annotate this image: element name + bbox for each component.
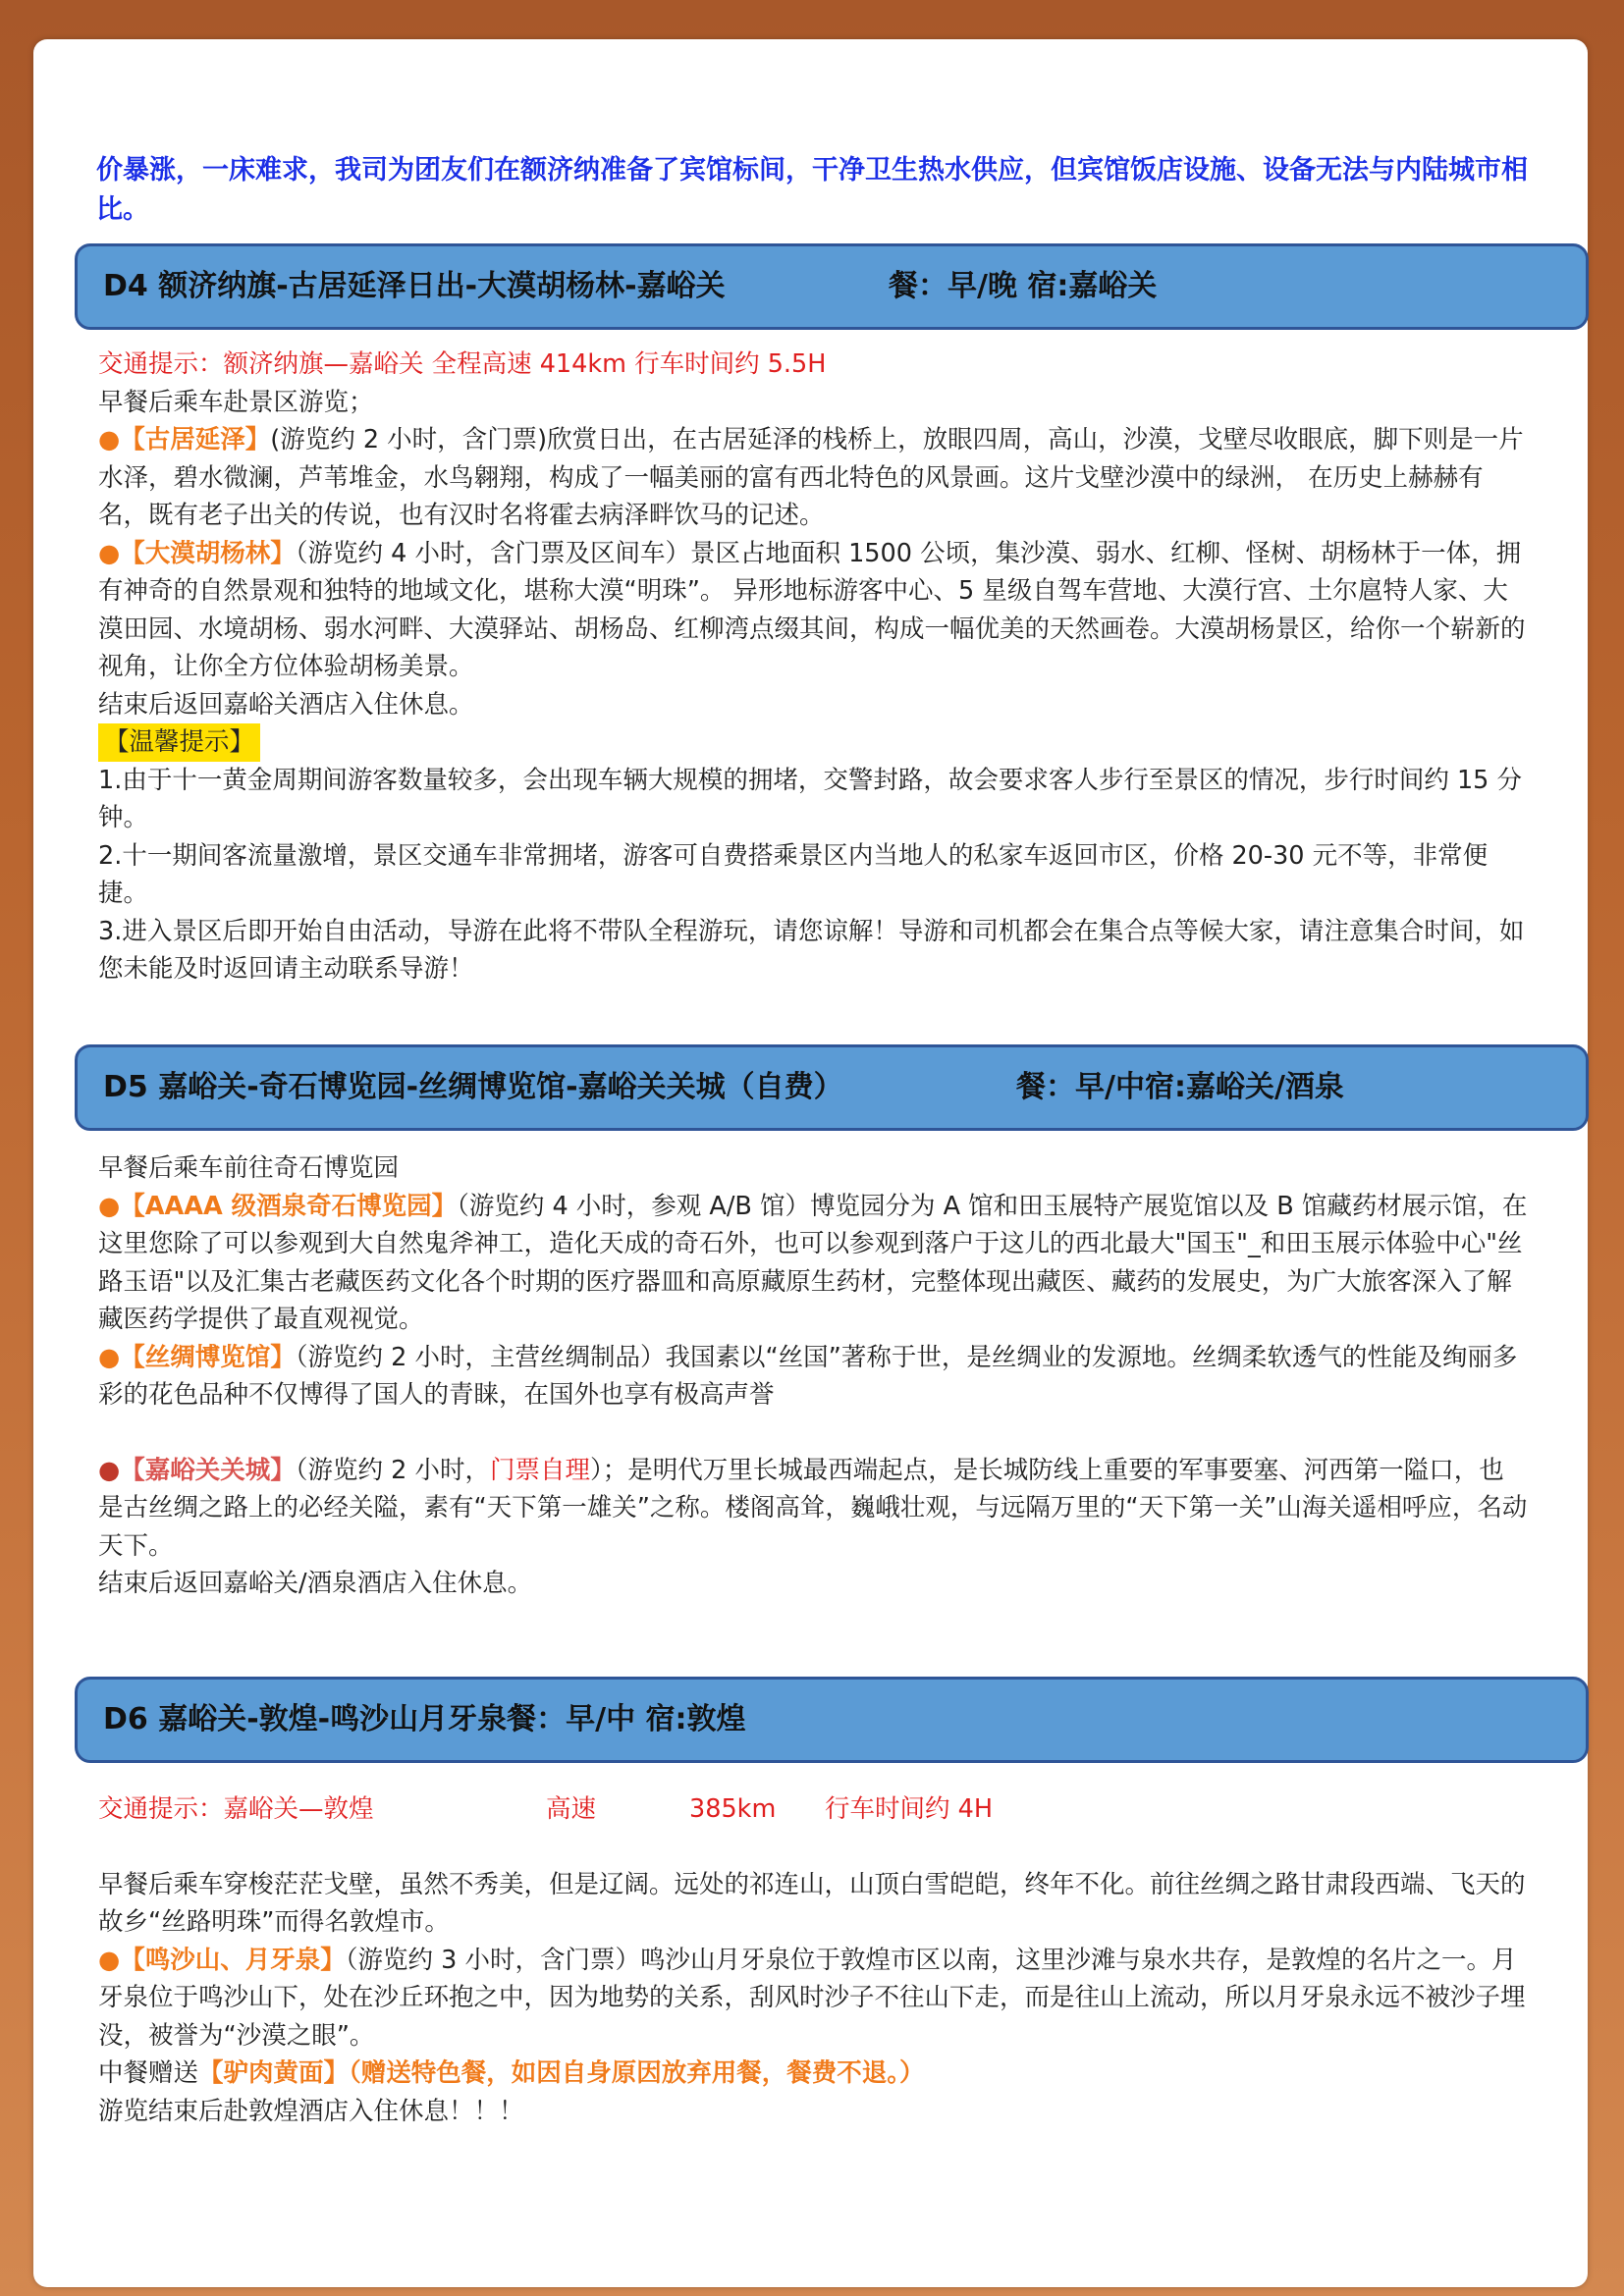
traffic-route: 交通提示：嘉峪关—敦煌 [98,1794,374,1824]
traffic-tip-d4: 交通提示：额济纳旗—嘉峪关 全程高速 414km 行车时间约 5.5H [98,349,827,379]
spot-name: 【AAAA 级酒泉奇石博览园】 [120,1191,458,1221]
tips-label: 【温馨提示】 [98,723,260,762]
intro-d6: 早餐后乘车穿梭茫茫戈壁，虽然不秀美，但是辽阔。远处的祁连山，山顶白雪皑皑，终年不化。前往丝绸之路甘肃段西端、飞天的故乡“丝路明珠”而得名敦煌市。 [98,1869,1526,1937]
spot-desc: ）；是明代万里长城最西端起点，是长城防线上重要的军事要塞、河西第一隘口，也是古丝绸之路上的必经关隘，素有“天下第一雄关”之称。楼阁高耸，巍峨壮观，与远隔万里的“天下第一关”山海关遥相呼应，名动天下。 [98,1455,1528,1561]
end-note-d4: 结束后返回嘉峪关酒店入住休息。 [98,689,474,720]
lunch-note [98,2055,1528,2093]
bullet-icon: ● [98,538,121,568]
bullet-icon: ● [98,1455,121,1485]
bullet-icon: ● [98,1342,121,1372]
accommodation-note: 价暴涨，一床难求，我司为团友们在额济纳准备了宾馆标间，干净卫生热水供应，但宾馆饭店设施、设备无法与内陆城市相比。 [96,155,1528,225]
tips-heading [98,723,1528,762]
traffic-time: 行车时间约 4H [825,1794,994,1824]
traffic-distance: 385km [689,1794,777,1824]
day-title-d4: D4 额济纳旗-古居延泽日出-大漠胡杨林-嘉峪关 [103,269,726,303]
day-content-d6 [98,1790,1528,2130]
spot-desc: （游览约 4 小时，参观 A/B 馆）博览园分为 A 馆和田玉展特产展览馆以及 B 馆藏药材展示馆，在这里您除了可以参观到大自然鬼斧神工，造化天成的奇石外，也可以参观到落户于这儿的西北最大"国玉"_和田玉展示体验中心"丝路玉语"以及汇集古老藏医药文化各个时期的医疗器皿和高原藏原生药材，完整体现出藏医、藏药的发展史，为广大旅客深入了解藏医药学提供了最直观视觉。 [98,1191,1528,1334]
intro-d4: 早餐后乘车赴景区游览； [98,387,374,417]
intro-d5: 早餐后乘车前往奇石博览园 [98,1153,400,1183]
spot-name: 【鸣沙山、月牙泉】 [120,1945,346,1975]
spacer [98,1415,1528,1452]
spot-mingshashan [98,1942,1528,2056]
spot-name: 【嘉峪关关城】 [120,1455,296,1485]
end-note-d5: 结束后返回嘉峪关/酒泉酒店入住休息。 [98,1569,533,1598]
bullet-icon: ● [98,1191,121,1221]
spot-desc: （游览约 2 小时，主营丝绸制品）我国素以“丝国”著称于世，是丝绸业的发源地。丝绸柔软透气的性能及绚丽多彩的花色品种不仅博得了国人的青睐，在国外也享有极高声誉 [98,1342,1518,1410]
day-meals-d5: 餐：早/中宿:嘉峪关/酒泉 [1016,1070,1344,1104]
traffic-mode: 高速 [546,1794,597,1824]
spot-silk-museum [98,1339,1528,1415]
day-content-d5 [98,1149,1528,1603]
day-header-d6 [75,1677,1589,1763]
day-title-d5: D5 嘉峪关-奇石博览园-丝绸博览馆-嘉峪关关城（自费） [103,1070,843,1104]
tip-item: 3.进入景区后即开始自由活动，导游在此将不带队全程游玩，请您谅解！导游和司机都会在集合点等候大家，请注意集合时间，如您未能及时返回请主动联系导游！ [98,916,1525,984]
day-content-d4 [98,346,1528,988]
day-header-d4 [75,243,1589,330]
lunch-prefix: 中餐赠送 [98,2058,199,2088]
ticket-note: 门票自理 [489,1455,590,1485]
spot-qishi-park [98,1188,1528,1339]
traffic-tip-d6 [98,1790,1528,1829]
spot-desc: (游览约 2 小时，含门票)欣赏日出，在古居延泽的栈桥上，放眼四周，高山，沙漠，戈壁尽收眼底，脚下则是一片水泽，碧水微澜，芦苇堆金，水鸟翱翔，构成了一幅美丽的富有西北特色的风景画。这片戈壁沙漠中的绿洲， 在历史上赫赫有名，既有老子出关的传说，也有汉时名将霍去病泽畔饮马的记述。 [98,425,1524,530]
spot-jiayuguan-pass [98,1452,1528,1566]
spot-name: 【丝绸博览馆】 [120,1342,296,1372]
spot-desc: （游览约 4 小时，含门票及区间车）景区占地面积 1500 公顷，集沙漠、弱水、红柳、怪树、胡杨林于一体，拥有神奇的自然景观和独特的地域文化，堪称大漠“明珠”。 异形地标游客中心、5 星级自驾车营地、大漠行宫、土尔扈特人家、大漠田园、水境胡杨、弱水河畔、大漠驿站、胡杨岛、红柳湾点缀其间，构成一幅优美的天然画卷。大漠胡杨景区，给你一个崭新的视角，让你全方位体验胡杨美景。 [98,538,1526,681]
bullet-icon: ● [98,1945,121,1975]
spot-desc: （游览约 3 小时，含门票）鸣沙山月牙泉位于敦煌市区以南，这里沙滩与泉水共存，是敦煌的名片之一。月牙泉位于鸣沙山下，处在沙丘环抱之中，因为地势的关系，刮风时沙子不往山下走，而是往山上流动，所以月牙泉永远不被沙子埋没，被誉为“沙漠之眼”。 [98,1945,1526,2051]
day-meals-d4: 餐：早/晚 宿:嘉峪关 [889,269,1158,303]
day-title-d6: D6 嘉峪关-敦煌-鸣沙山月牙泉餐：早/中 宿:敦煌 [103,1702,746,1736]
tip-item: 1.由于十一黄金周期间游客数量较多，会出现车辆大规模的拥堵，交警封路，故会要求客人步行至景区的情况，步行时间约 15 分钟。 [98,765,1522,832]
spot-juyanze [98,421,1528,535]
spot-name: 【古居延泽】 [120,425,271,454]
end-note-d6: 游览结束后赴敦煌酒店入住休息！！！ [98,2096,524,2126]
lunch-highlight: 【驴肉黄面】（赠送特色餐，如因自身原因放弃用餐，餐费不退。） [198,2058,925,2088]
bullet-icon: ● [98,425,121,454]
spot-huyanglin [98,535,1528,686]
tip-item: 2.十一期间客流量激增，景区交通车非常拥堵，游客可自费搭乘景区内当地人的私家车返回市区，价格 20-30 元不等，非常便捷。 [98,840,1489,908]
spot-desc: （游览约 2 小时， [295,1455,490,1485]
day-header-d5 [75,1044,1589,1131]
spacer [98,1829,1528,1866]
spot-name: 【大漠胡杨林】 [120,538,296,568]
